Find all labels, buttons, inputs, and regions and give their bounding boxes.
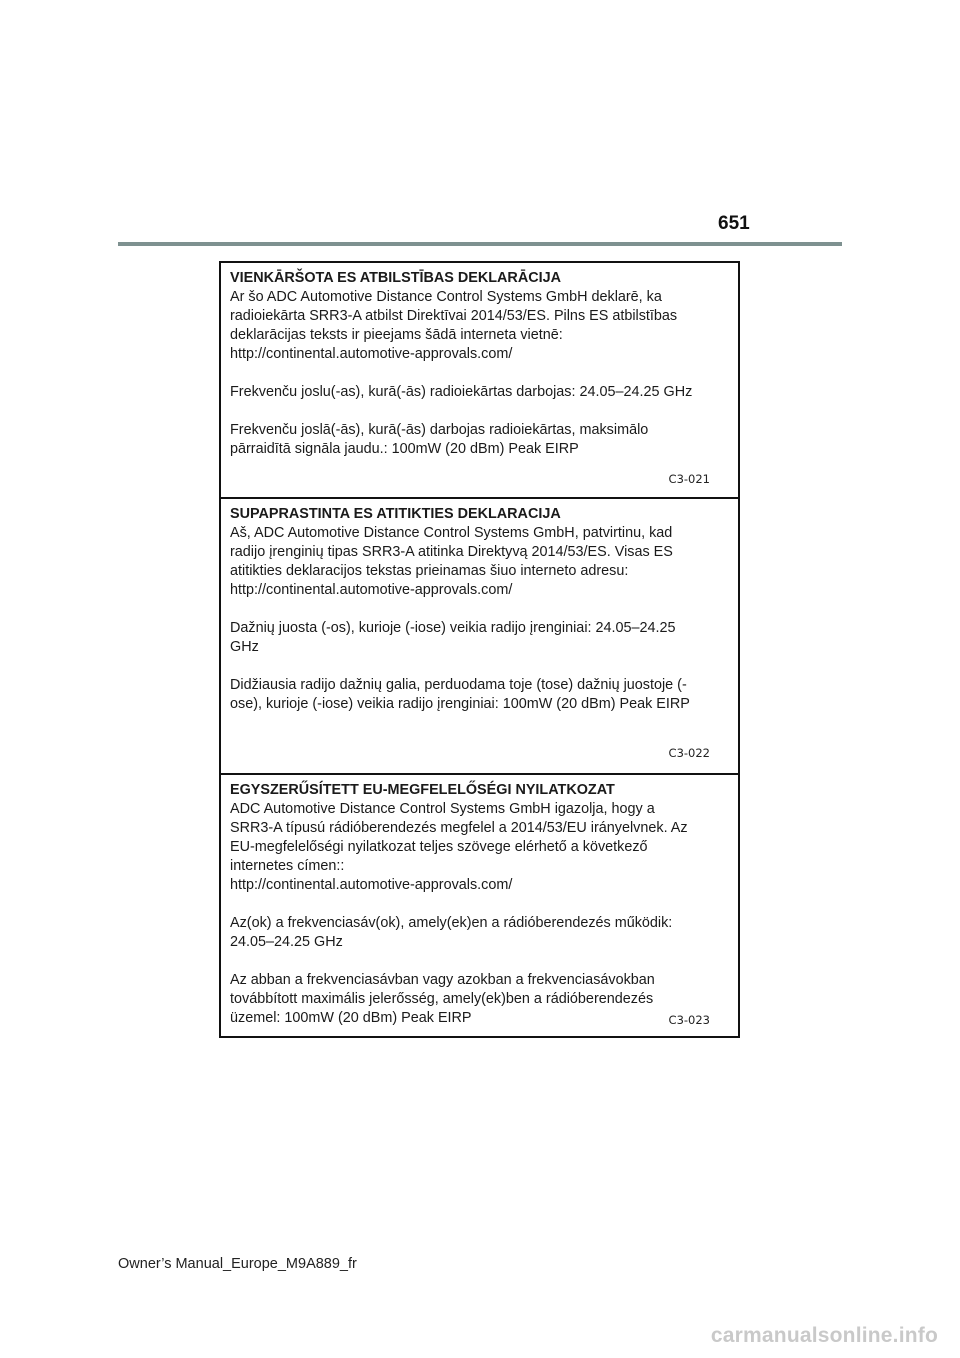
declaration-latvian — [221, 263, 738, 499]
footer-text: Owner’s Manual_Europe_M9A889_fr — [118, 1256, 357, 1272]
frequency-paragraph — [230, 914, 730, 952]
declarations-box — [219, 261, 740, 1038]
text-line: 24.05–24.25 GHz — [230, 934, 343, 950]
figure-code: C3-022 — [668, 746, 710, 760]
text-line: Frekvenču joslā(-ās), kurā(-ās) darbojas radioiekārtas, maksimālo — [230, 422, 649, 438]
section-title: SUPAPRASTINTA ES ATITIKTIES DEKLARACIJA — [230, 506, 561, 522]
section-title: EGYSZERŰSÍTETT EU-MEGFELELŐSÉGI NYILATKOZAT — [230, 782, 615, 798]
power-paragraph — [230, 971, 730, 1028]
text-line: pārraidītā signāla jaudu.: 100mW (20 dBm) Peak EIRP — [230, 441, 579, 457]
text-line: Aš, ADC Automotive Distance Control Systems GmbH, patvirtinu, kad — [230, 525, 673, 541]
text-line: ose), kurioje (-iose) veikia radijo įrenginiai: 100mW (20 dBm) Peak EIRP — [230, 696, 690, 712]
frequency-paragraph — [230, 383, 730, 402]
text-line: radijo įrenginių tipas SRR3-A atitinka Direktyvą 2014/53/ES. Visas ES — [230, 544, 673, 560]
declaration-hungarian — [221, 775, 738, 1038]
text-line: Az(ok) a frekvenciasáv(ok), amely(ek)en a rádióberendezés működik: — [230, 915, 673, 931]
text-line: GHz — [230, 639, 259, 655]
frequency-paragraph — [230, 619, 730, 657]
url-text: http://continental.automotive-approvals.com/ — [230, 877, 513, 893]
power-paragraph — [230, 676, 730, 714]
text-line: üzemel: 100mW (20 dBm) Peak EIRP — [230, 1010, 472, 1026]
text-line: internetes címen:: — [230, 858, 345, 874]
text-line: Frekvenču joslu(-as), kurā(-ās) radioiekārtas darbojas: 24.05–24.25 GHz — [230, 384, 693, 400]
watermark: carmanualsonline.info — [710, 1324, 938, 1347]
intro-paragraph — [230, 524, 730, 600]
text-line: ADC Automotive Distance Control Systems GmbH igazolja, hogy a — [230, 801, 655, 817]
text-line: Dažnių juosta (-os), kurioje (-iose) veikia radijo įrenginiai: 24.05–24.25 — [230, 620, 676, 636]
url-text: http://continental.automotive-approvals.com/ — [230, 346, 513, 362]
intro-paragraph — [230, 288, 730, 364]
power-paragraph — [230, 421, 730, 459]
figure-code: C3-021 — [668, 472, 710, 486]
text-line: EU-megfelelőségi nyilatkozat teljes szövege elérhető a következő — [230, 839, 648, 855]
text-line: deklarācijas teksts ir pieejams šādā interneta vietnē: — [230, 327, 563, 343]
text-line: továbbított maximális jelerősség, amely(ek)ben a rádióberendezés — [230, 991, 654, 1007]
text-line: Ar šo ADC Automotive Distance Control Systems GmbH deklarē, ka — [230, 289, 662, 305]
text-line: SRR3-A típusú rádióberendezés megfelel a 2014/53/EU irányelvnek. Az — [230, 820, 688, 836]
url-text: http://continental.automotive-approvals.com/ — [230, 582, 513, 598]
text-line: atitikties deklaracijos tekstas prieinamas šiuo interneto adresu: — [230, 563, 629, 579]
text-line: radioiekārta SRR3-A atbilst Direktīvai 2014/53/ES. Pilns ES atbilstības — [230, 308, 678, 324]
text-line: Didžiausia radijo dažnių galia, perduodama toje (tose) dažnių juostoje (- — [230, 677, 687, 693]
declaration-lithuanian — [221, 499, 738, 775]
header-rule — [118, 242, 842, 246]
text-line: Az abban a frekvenciasávban vagy azokban a frekvenciasávokban — [230, 972, 655, 988]
figure-code: C3-023 — [668, 1013, 710, 1027]
page-number: 651 — [718, 213, 750, 234]
intro-paragraph — [230, 800, 730, 895]
section-title: VIENKĀRŠOTA ES ATBILSTĪBAS DEKLARĀCIJA — [230, 270, 561, 286]
